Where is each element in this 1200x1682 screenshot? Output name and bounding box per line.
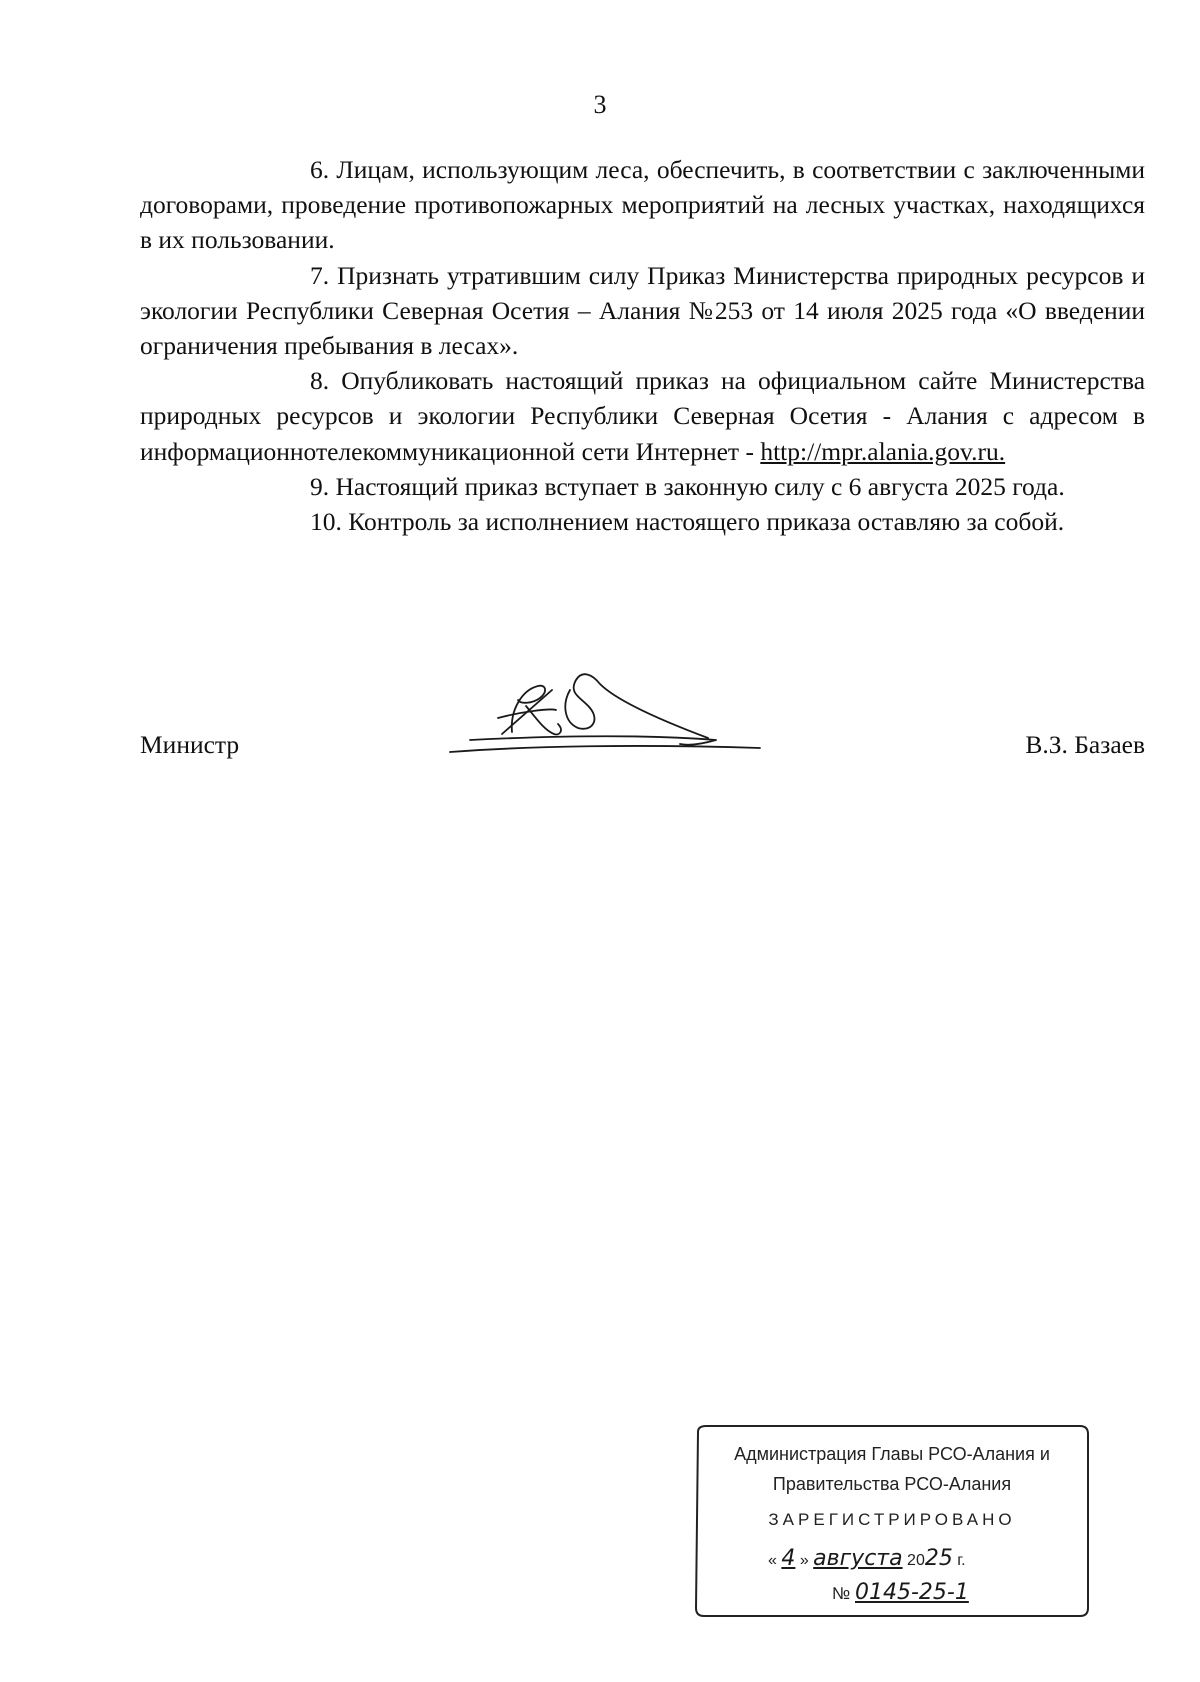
paragraph-9 [140, 469, 1145, 504]
paragraph-10 [140, 504, 1145, 539]
stamp-day: 4 [781, 1546, 796, 1571]
paragraph-text: Настоящий приказ вступает в законную силу с 6 августа 2025 года. [335, 471, 1065, 501]
stamp-month: августа [813, 1546, 903, 1571]
paragraph-number: 7. [310, 260, 330, 290]
paragraph-number: 10. [310, 507, 342, 537]
signatory-name: В.З. Базаев [1025, 730, 1145, 759]
stamp-year-suffix: 25 [924, 1546, 953, 1571]
stamp-registered-label: ЗАРЕГИСТРИРОВАНО [768, 1510, 1016, 1529]
paragraph-number: 6. [310, 155, 330, 184]
paragraph-text: Лицам, использующим леса, обеспечить, в соответствии с заключенными договорами, проведение противопожарных мероприятий на лесных участках, находящихся в их пользовании. [140, 155, 1146, 255]
document-body [140, 152, 1145, 539]
paragraph-number: 8. [310, 366, 330, 396]
paragraph-text: Признать утратившим силу Приказ Министерства природных ресурсов и экологии Республики Северная Осетия – Алания №253 от 14 июля 2025 года «О введении ограничения пребывания в лесах». [140, 260, 1146, 361]
stamp-registration-number [832, 1580, 969, 1605]
registration-stamp [692, 1422, 1092, 1620]
paragraph-7 [140, 258, 1145, 364]
paragraph-text: Контроль за исполнением настоящего приказа оставляю за собой. [348, 507, 1065, 537]
paragraph-6 [140, 152, 1145, 258]
paragraph-number: 9. [310, 471, 330, 501]
signatory-position: Министр [140, 730, 240, 759]
stamp-year-prefix: 20 [907, 1552, 925, 1569]
stamp-line-1: Администрация Главы РСО-Алания и [734, 1444, 1050, 1464]
number-label: № [832, 1584, 851, 1603]
registration-number: 0145-25-1 [854, 1580, 969, 1605]
paragraph-text: Опубликовать настоящий приказ на официальном сайте Министерства природных ресурсов и экологии Республики Северная Осетия - Алания с адресом в информационнотелекоммуникационной сети Интернет - [140, 366, 1146, 466]
paragraph-8 [140, 363, 1145, 469]
stamp-line-2: Правительства РСО-Алания [772, 1474, 1012, 1494]
stamp-year-unit: г. [957, 1552, 966, 1569]
ministry-website-link[interactable]: http://mpr.alania.gov.ru. [760, 436, 1006, 466]
page-number: 3 [593, 90, 607, 119]
quote-open: « [768, 1552, 777, 1569]
stamp-date [768, 1546, 966, 1571]
handwritten-signature [440, 660, 790, 770]
quote-close: » [799, 1552, 809, 1569]
